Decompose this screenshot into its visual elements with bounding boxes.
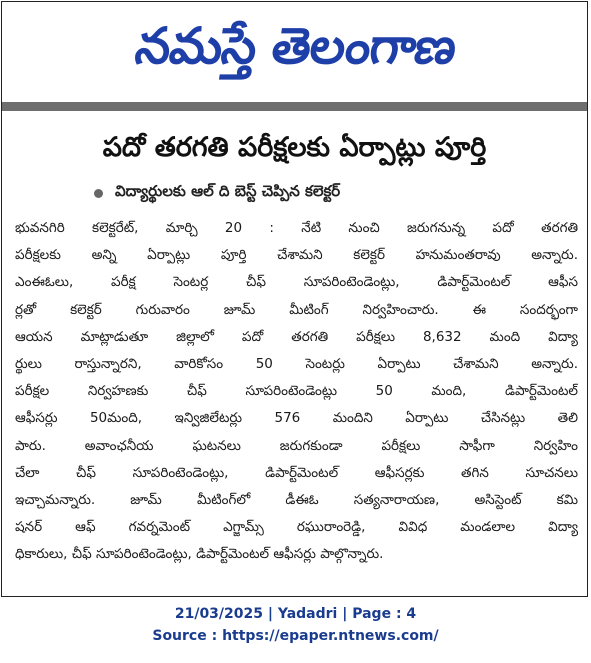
body-line: ర్లతో కలెక్టర్ గురువారం జూమ్ మీటింగ్ నిర్వహించారు. ఈ సందర్భంగా [15,301,578,318]
subheadline-text: విద్యార్థులకు ఆల్ ది బెస్ట్ చెప్పిన కలెక్టర్ [115,182,341,200]
body-line: పారు. అవాంఛనీయ ఘటనలు జరుగకుండా పరీక్షలు సాఫీగా నిర్వహిం [15,437,578,454]
body-line: పరీక్షల నిర్వహణకు చీఫ్ సూపరింటెండెంట్లు 50 మంది, డిపార్ట్‌మెంటల్ [15,383,578,400]
footer-dateline: 21/03/2025 | Yadadri | Page : 4 [174,606,417,622]
body-line: ఆఫీసర్లు 50మంది, ఇన్విజిలేటర్లు 576 మందిని ఏర్పాటు చేసినట్లు తెలి [15,410,578,427]
newspaper-clipping [1,1,588,597]
body-line: ధికారులు, చీఫ్ సూపరింటెండెంట్లు, డిపార్ట్‌మెంటల్ ఆఫీసర్లు పాల్గొన్నారు. [15,546,384,563]
masthead-logo-text: నమస్తే తెలంగాణ [131,16,460,75]
footer-source: Source : https://epaper.ntnews.com/ [152,628,439,644]
article-body [15,215,578,568]
body-line: ర్థులు రాస్తున్నారని, వారికోసం 50 సెంటర్లు ఏర్పాటు చేశామని అన్నారు. [15,355,578,372]
body-line: ఇచ్చామన్నారు. జూమ్ మీటింగ్‌లో డీఈఓ సత్యనారాయణ, అసిస్టెంట్ కమి [15,491,578,508]
body-line: షనర్ ఆఫ్ గవర్నమెంట్ ఎగ్జామ్స్ రఘురాంరెడ్డి, వివిధ మండలాల విద్యా [15,519,578,536]
masthead [2,2,587,102]
article-subheadline [94,182,340,204]
body-line: ఆయన మాట్లాడుతూ జిల్లాలో పదో తరగతి పరీక్షలు 8,632 మంది విద్యా [15,328,578,345]
body-line: ఎంఈఓలు, పరీక్ష సెంటర్ల చీఫ్ సూపరింటెండెంట్లు, డిపార్ట్‌మెంటల్ ఆఫీస [15,274,578,291]
body-line: భువనగిరి కలెక్టరేట్, మార్చి 20 : నేటి నుంచి జరుగనున్న పదో తరగతి [15,220,578,236]
body-line: చేలా చీఫ్ సూపరింటెండెంట్లు, డిపార్ట్‌మెంటల్ ఆఫీసర్లకు తగిన సూచనలు [15,464,578,481]
masthead-divider [2,102,587,111]
body-line: పరీక్షలకు అన్ని ఏర్పాట్లు పూర్తి చేశామని కలెక్టర్ హనుమంతరావు అన్నారు. [15,247,578,264]
bullet-icon [94,189,103,198]
article-headline: పదో తరగతి పరీక్షలకు ఏర్పాట్లు పూర్తి [102,132,487,163]
